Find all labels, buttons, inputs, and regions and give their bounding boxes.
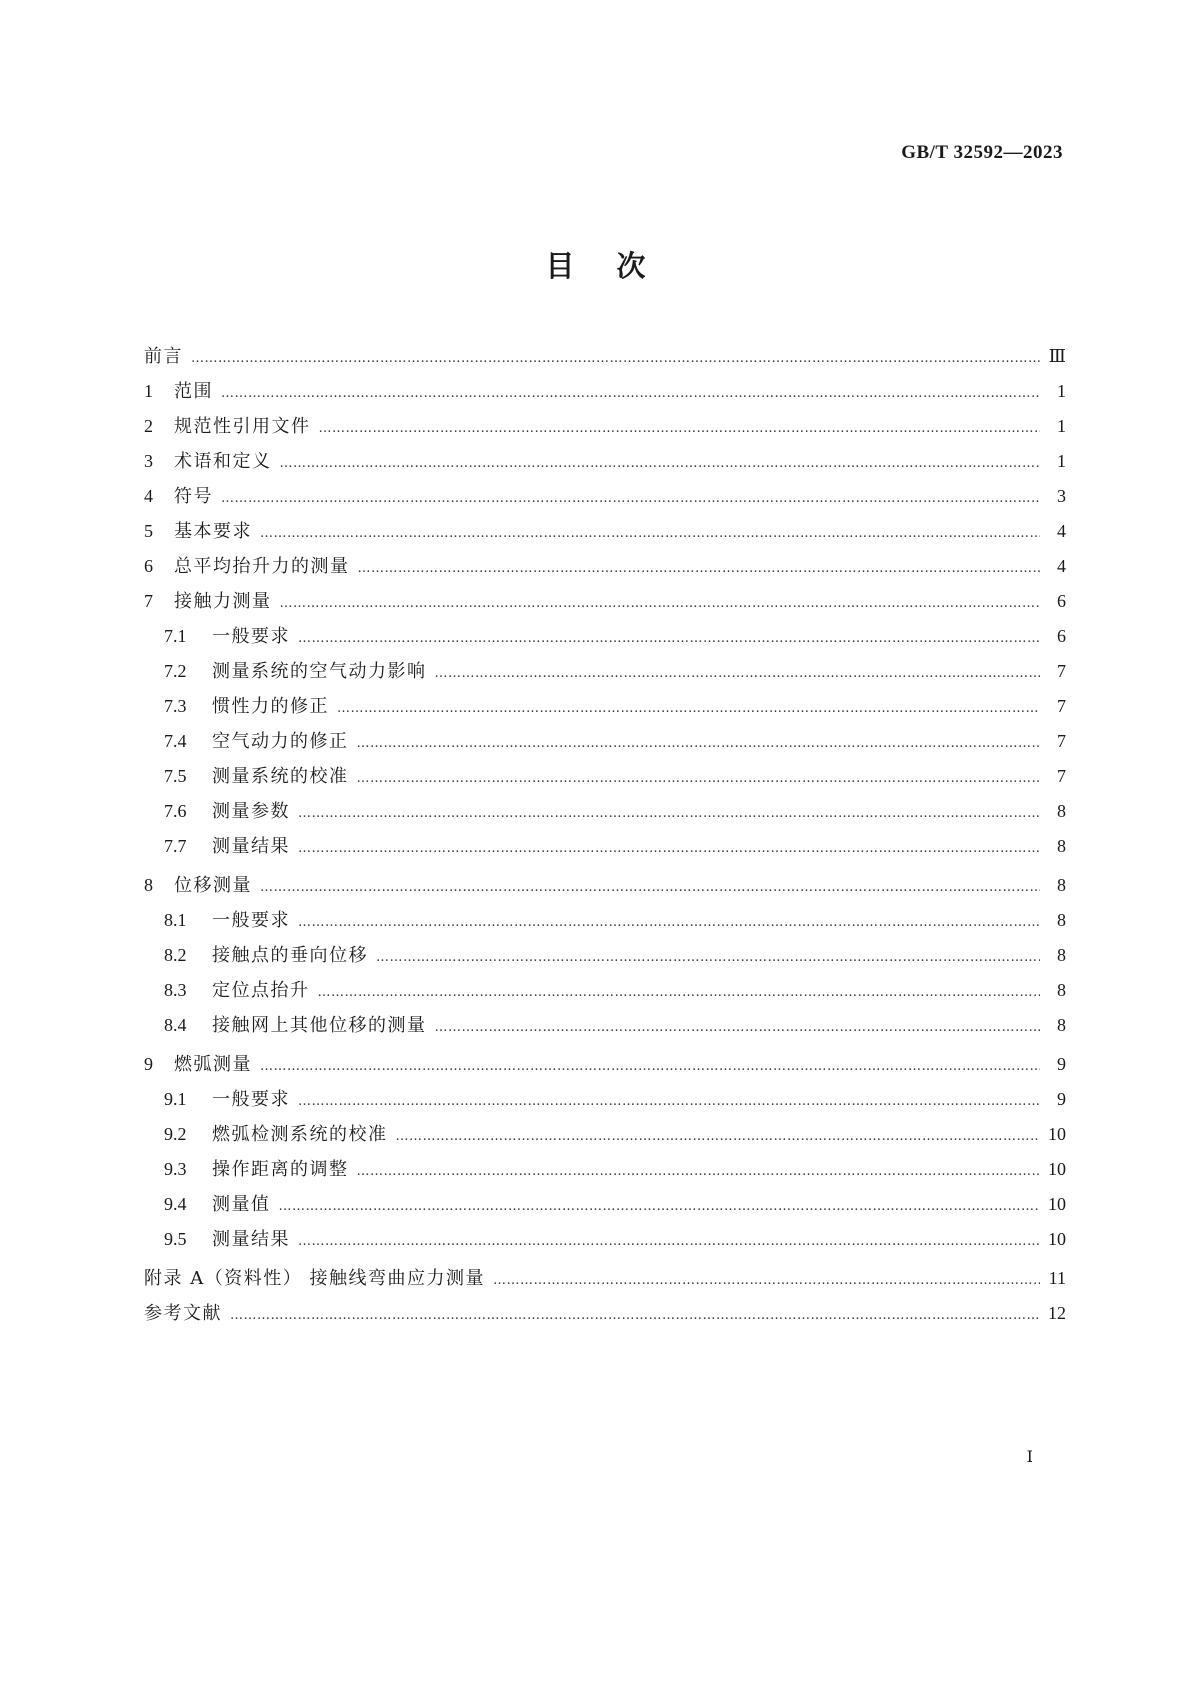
dot-leader <box>260 872 1040 904</box>
toc-entry-page: 7 <box>1057 731 1066 751</box>
toc-entry-page: 9 <box>1057 1089 1066 1109</box>
dot-leader <box>319 413 1041 445</box>
toc-entry-number: 5 <box>144 521 153 541</box>
toc-entry-number: 8.4 <box>164 1015 187 1035</box>
toc-entry-page: 1 <box>1057 451 1066 471</box>
toc-entry[interactable] <box>144 655 1066 690</box>
toc-entry-label: 测量结果 <box>212 836 290 857</box>
toc-entry[interactable] <box>144 1297 1066 1332</box>
toc-entry-label: 前言 <box>144 346 183 367</box>
footer-page-number: Ⅰ <box>1026 1449 1033 1466</box>
dot-leader <box>298 623 1040 655</box>
toc-entry-page: 11 <box>1048 1268 1066 1288</box>
page-title: 目次 <box>545 249 688 283</box>
toc-entry-label: 测量系统的空气动力影响 <box>212 661 427 682</box>
toc-entry-page: 8 <box>1057 836 1066 856</box>
toc-entry[interactable] <box>144 830 1066 865</box>
dot-leader <box>357 763 1041 795</box>
toc-entry-page: 10 <box>1048 1194 1066 1214</box>
toc-entry-page: Ⅲ <box>1048 346 1066 366</box>
toc-entry-number: 8.3 <box>164 980 187 1000</box>
toc-entry-label: 一般要求 <box>212 910 290 931</box>
toc-entry-label: 位移测量 <box>174 875 252 896</box>
toc-entry-number: 8.2 <box>164 945 187 965</box>
toc-entry-label: 基本要求 <box>174 521 252 542</box>
toc-entry-number: 9.5 <box>164 1229 187 1249</box>
dot-leader <box>279 1191 1041 1223</box>
dot-leader <box>298 1086 1040 1118</box>
dot-leader <box>260 518 1040 550</box>
toc-entry-number: 6 <box>144 556 153 576</box>
toc-entry-number: 9 <box>144 1054 153 1074</box>
toc-entry[interactable] <box>144 410 1066 445</box>
toc-entry[interactable] <box>144 480 1066 515</box>
toc-entry-label: 空气动力的修正 <box>212 731 349 752</box>
toc-entry-page: 4 <box>1057 521 1066 541</box>
toc-entry-label: 符号 <box>174 486 213 507</box>
toc-entry-page: 6 <box>1057 591 1066 611</box>
toc-entry[interactable] <box>144 795 1066 830</box>
dot-leader <box>221 378 1040 410</box>
dot-leader <box>298 907 1040 939</box>
toc-entry-label: 范围 <box>174 381 213 402</box>
dot-leader <box>260 1051 1040 1083</box>
toc-entry-label: 定位点抬升 <box>212 980 310 1001</box>
toc-entry[interactable] <box>144 1083 1066 1118</box>
toc-entry-page: 12 <box>1048 1303 1066 1323</box>
toc-entry[interactable] <box>144 1188 1066 1223</box>
dot-leader <box>298 798 1040 830</box>
dot-leader <box>376 942 1040 974</box>
toc-entry-page: 8 <box>1057 910 1066 930</box>
toc-entry-number: 7.6 <box>164 801 187 821</box>
toc-entry-label: 惯性力的修正 <box>212 696 329 717</box>
toc-entry-number: 7.4 <box>164 731 187 751</box>
dot-leader <box>435 658 1041 690</box>
toc-entry[interactable] <box>144 1223 1066 1258</box>
toc-entry[interactable] <box>144 1262 1066 1297</box>
toc-entry-label: 附录 A（资料性） 接触线弯曲应力测量 <box>144 1268 485 1289</box>
dot-leader <box>493 1265 1040 1297</box>
toc-entry-number: 9.3 <box>164 1159 187 1179</box>
dot-leader <box>280 588 1041 620</box>
toc-entry-page: 9 <box>1057 1054 1066 1074</box>
standard-number: GB/T 32592—2023 <box>901 142 1063 163</box>
toc-entry-label: 一般要求 <box>212 626 290 647</box>
toc-entry-number: 7.7 <box>164 836 187 856</box>
toc-entry[interactable] <box>144 445 1066 480</box>
toc-entry-page: 6 <box>1057 626 1066 646</box>
toc-entry-page: 8 <box>1057 801 1066 821</box>
toc-entry-page: 3 <box>1057 486 1066 506</box>
toc-entry[interactable] <box>144 974 1066 1009</box>
toc-entry-number: 7 <box>144 591 153 611</box>
dot-leader <box>280 448 1041 480</box>
dot-leader <box>357 728 1041 760</box>
toc-entry[interactable] <box>144 760 1066 795</box>
toc-entry-page: 4 <box>1057 556 1066 576</box>
dot-leader <box>230 1300 1040 1332</box>
toc-entry-number: 7.1 <box>164 626 187 646</box>
dot-leader <box>221 483 1040 515</box>
toc-entry-page: 7 <box>1057 766 1066 786</box>
dot-leader <box>298 833 1040 865</box>
toc-entry-label: 参考文献 <box>144 1303 222 1324</box>
dot-leader <box>358 553 1041 585</box>
toc-entry-label: 接触网上其他位移的测量 <box>212 1015 427 1036</box>
toc-entry[interactable] <box>144 515 1066 550</box>
toc-entry-label: 规范性引用文件 <box>174 416 311 437</box>
toc-entry[interactable] <box>144 1118 1066 1153</box>
toc-entry-number: 4 <box>144 486 153 506</box>
toc-entry-page: 8 <box>1057 945 1066 965</box>
toc-entry-page: 8 <box>1057 980 1066 1000</box>
toc-entry[interactable] <box>144 375 1066 410</box>
toc-entry-number: 9.4 <box>164 1194 187 1214</box>
toc-entry-label: 总平均抬升力的测量 <box>174 556 350 577</box>
toc-entry-page: 10 <box>1048 1159 1066 1179</box>
toc-entry[interactable] <box>144 904 1066 939</box>
toc-entry[interactable] <box>144 869 1066 904</box>
dot-leader <box>357 1156 1041 1188</box>
table-of-contents <box>144 340 1066 1332</box>
dot-leader <box>191 343 1040 375</box>
toc-entry-page: 7 <box>1057 696 1066 716</box>
toc-entry-label: 接触点的垂向位移 <box>212 945 368 966</box>
toc-entry-label: 测量参数 <box>212 801 290 822</box>
toc-entry-number: 8 <box>144 875 153 895</box>
toc-entry-label: 操作距离的调整 <box>212 1159 349 1180</box>
toc-entry-label: 测量系统的校准 <box>212 766 349 787</box>
toc-entry-label: 一般要求 <box>212 1089 290 1110</box>
dot-leader <box>435 1012 1041 1044</box>
toc-entry-page: 1 <box>1057 381 1066 401</box>
toc-entry[interactable] <box>144 1153 1066 1188</box>
toc-entry[interactable] <box>144 585 1066 620</box>
toc-entry-number: 7.3 <box>164 696 187 716</box>
dot-leader <box>337 693 1040 725</box>
toc-entry[interactable] <box>144 550 1066 585</box>
toc-entry[interactable] <box>144 690 1066 725</box>
toc-entry-number: 9.1 <box>164 1089 187 1109</box>
toc-entry-page: 10 <box>1048 1124 1066 1144</box>
toc-entry-number: 7.5 <box>164 766 187 786</box>
toc-entry-label: 燃弧检测系统的校准 <box>212 1124 388 1145</box>
toc-entry-label: 测量结果 <box>212 1229 290 1250</box>
toc-entry-number: 1 <box>144 381 153 401</box>
toc-entry-page: 8 <box>1057 875 1066 895</box>
toc-entry-label: 接触力测量 <box>174 591 272 612</box>
toc-entry-page: 10 <box>1048 1229 1066 1249</box>
toc-entry-number: 9.2 <box>164 1124 187 1144</box>
toc-entry[interactable] <box>144 725 1066 760</box>
toc-entry-page: 8 <box>1057 1015 1066 1035</box>
dot-leader <box>298 1226 1040 1258</box>
toc-entry-label: 燃弧测量 <box>174 1054 252 1075</box>
toc-entry[interactable] <box>144 340 1066 375</box>
dot-leader <box>318 977 1041 1009</box>
toc-entry-label: 测量值 <box>212 1194 271 1215</box>
toc-entry-number: 2 <box>144 416 153 436</box>
toc-entry-page: 7 <box>1057 661 1066 681</box>
toc-entry-number: 7.2 <box>164 661 187 681</box>
toc-entry[interactable] <box>144 1048 1066 1083</box>
toc-entry-number: 3 <box>144 451 153 471</box>
toc-entry-label: 术语和定义 <box>174 451 272 472</box>
toc-entry[interactable] <box>144 939 1066 974</box>
dot-leader <box>396 1121 1041 1153</box>
toc-entry-number: 8.1 <box>164 910 187 930</box>
toc-entry-page: 1 <box>1057 416 1066 436</box>
toc-entry[interactable] <box>144 620 1066 655</box>
toc-entry[interactable] <box>144 1009 1066 1044</box>
